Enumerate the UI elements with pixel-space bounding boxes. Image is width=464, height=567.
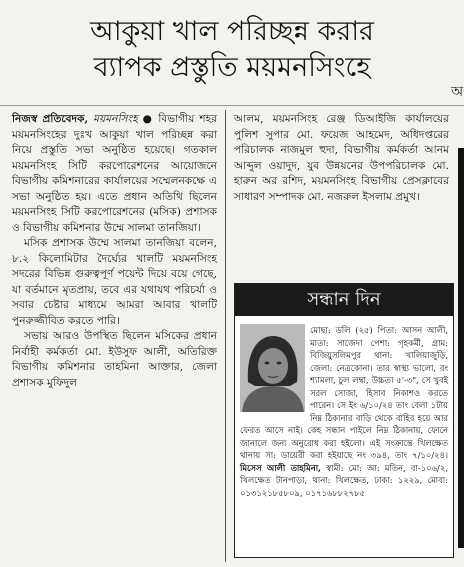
- headline-divider: [0, 105, 464, 106]
- notice-title: সন্ধান দিন: [235, 284, 453, 316]
- article-paragraph-1-text: বিভাগীয় শহর ময়মনসিংহের দুঃখ আকুয়া খাল পরিচ্ছন্ন করা নিয়ে প্রস্তুতি সভা অনুষ্ঠিত হয়েছে। গতকাল ময়মনসিংহ সিটি করপোরেশনের আয়োজনে বিভাগীয় কমিশনারের কার্যালয়ের সম্মেলনকক্ষে এ সভা অনুষ্ঠিত হয়। এতে প্রধান অতিথি ছিলেন ময়মনসিংহ সিটি করপোরেশনের (মসিক) প্রশাসক ও বিভাগীয় কমিশনার উম্মে সালমা তানজিয়া।: [12, 113, 218, 234]
- byline-place: ময়মনসিংহ: [93, 113, 138, 125]
- headline: [0, 14, 464, 86]
- column-divider: [225, 110, 226, 562]
- article-column-right: [234, 112, 449, 205]
- notice-body: মোছা: ডলি (২৫) পিতা: আসন আলী, মাতা: সাজেদা পেশা: গৃহকর্মী, গ্রাম: বিজিয়ুসলিমপুর থানা: খালিয়াজুড়ি, জেলা: নেত্রকোনা। তার স্বাস্থ্য ভালো, রং শ্যামলা, চুল লম্বা, উচ্চতা ৫'-৩", সে খুবই সরল সোজা, হিসাব নিকাশও করতে পারেন। সে ইং ৬/১০/২৪ তাং বেলা ১টায় নিম্ন ঠিকানার বাড়ি থেকে বাহির হয়ে আর ফেরত আসে নাই। কেহ সন্ধান পাইলে নিম্ন ঠিকানায়, ফোনে জানালে জন্য অনুরোধ করা হইলো। এই সংক্রান্তে খিলক্ষেত থানায় সা: ডায়েরী করা হইয়াছে নং ৩৯৪, তাং ৭/১০/২৪।: [240, 325, 448, 460]
- article-paragraph-1: নিজস্ব প্রতিবেদক, ময়মনসিংহ ● বিভাগীয় শহর ময়মনসিংহের দুঃখ আকুয়া খাল পরিচ্ছন্ন করা নিয়ে প্রস্তুতি সভা অনুষ্ঠিত হয়েছে। গতকাল ময়মনসিংহ সিটি করপোরেশনের আয়োজনে বিভাগীয় কমিশনারের কার্যালয়ের সম্মেলনকক্ষে এ সভা অনুষ্ঠিত হয়। এতে প্রধান অতিথি ছিলেন ময়মনসিংহ সিটি করপোরেশনের (মসিক) প্রশাসক ও বিভাগীয় কমিশনার উম্মে সালমা তানজিয়া।: [12, 113, 218, 234]
- article-column-left: [12, 112, 217, 391]
- adjacent-article-bar: [458, 148, 464, 548]
- article-paragraph-3-continued: আলম, ময়মনসিংহ রেঞ্জ ডিআইজি কার্যালয়ের পুলিশ সুপার মো. ফয়েজ আহমেদ, অধিদপ্তরের পরিচালক নাজমুল হুদা, বিভাগীয় কর্মকর্তা আনম আব্দুল ওয়াদুদ, যুব উন্নয়নের উপপরিচালক মো. হারুন অর রশিদ, ময়মনসিংহ বিভাগীয় প্রেসক্লাবের সাধারণ সম্পাদক মো. নজরুল ইসলাম প্রমুখ।: [234, 113, 449, 203]
- headline-line-2: ব্যাপক প্রস্তুতি ময়মনসিংহে: [93, 52, 371, 83]
- headline-line-1: আকুয়া খাল পরিচ্ছন্ন করার: [90, 16, 374, 47]
- adjacent-article-fragment: অ: [451, 84, 464, 100]
- notice-text: [240, 324, 448, 499]
- missing-person-notice: [234, 283, 454, 558]
- article-paragraph-2: মসিক প্রশাসক উম্মে সালমা তানজিয়া বলেন, ৮.২ কিলোমিটার দৈর্ঘ্যের খালটি ময়মনসিংহ সদরের বিভিন্ন গুরুত্বপূর্ণ পয়েন্ট দিয়ে বয়ে গেছে, যা বর্তমানে মৃতপ্রায়, তবে এর যথাযথ পরিচর্যা ও সবার চেষ্টার মাধ্যমে আমরা আবার খালটি পুনরুজ্জীবিত করতে পারি।: [12, 237, 217, 327]
- byline: নিজস্ব প্রতিবেদক,: [12, 113, 89, 125]
- notice-contact-details: স্বামী: মো: আ: মতিন, বা-১০৬/২, খিলক্ষেত টানপাড়া, থানা: খিলক্ষেত, ঢাকা: ১২২৯, মোবা: ০১৩১২১৮৫৮০৯, ০১৭১৬৮৮২৭৮৫: [240, 462, 448, 498]
- notice-contact-name: মিসেস আলী তাহমিনা,: [240, 462, 322, 473]
- article-paragraph-3: সভায় আরও উপস্থিত ছিলেন মসিকের প্রধান নির্বাহী কর্মকর্তা মো. ইউসুফ আলী, অতিরিক্ত বিভাগীয় কমিশনার তাহমিনা আক্তার, জেলা প্রশাসক মুফিদুল: [12, 330, 217, 389]
